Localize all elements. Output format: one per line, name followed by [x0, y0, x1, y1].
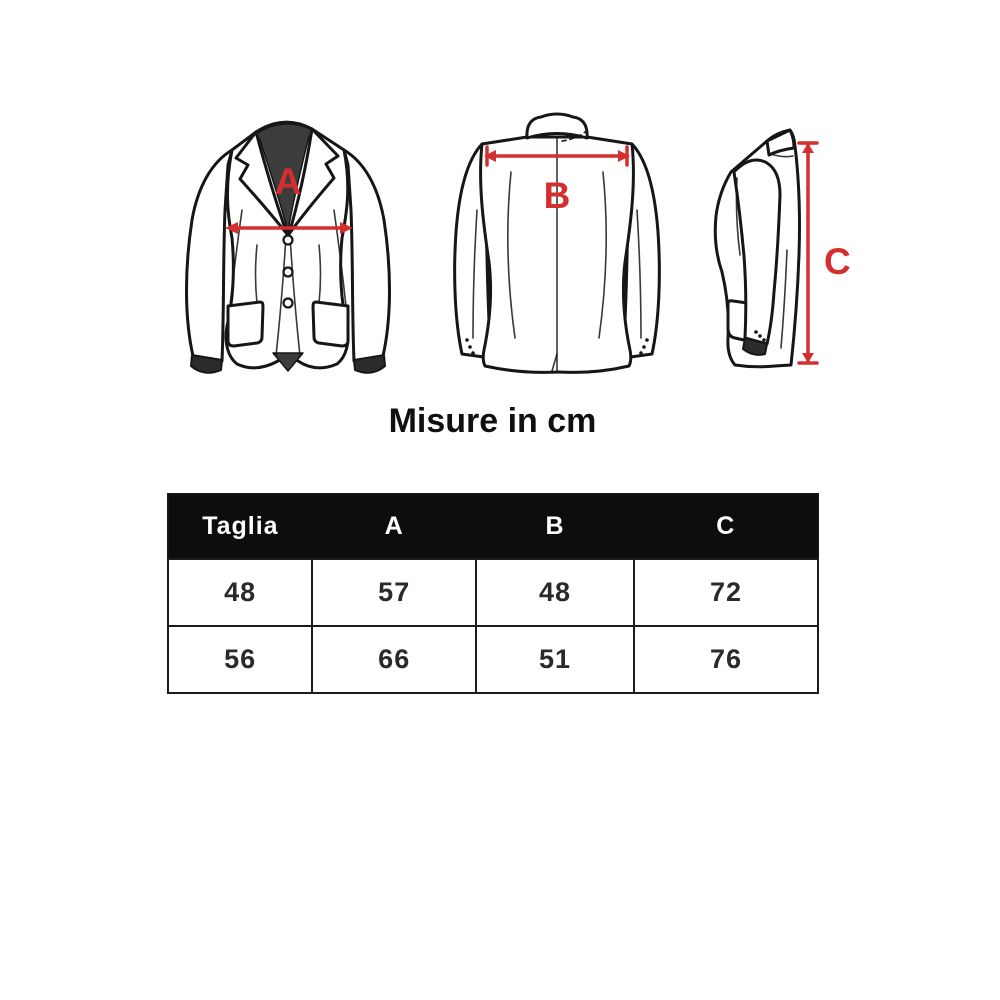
cell-size-2-c: 76 [634, 626, 818, 693]
table-row [168, 559, 818, 626]
side-cuff-button-2 [758, 334, 762, 338]
measure-c-label: C [824, 241, 851, 282]
table-row [168, 626, 818, 693]
cell-size-1-a: 57 [312, 559, 476, 626]
back-left-cuff-button-2 [468, 345, 472, 349]
cell-size-2-taglia: 56 [168, 626, 312, 693]
header-cell-a: A [312, 494, 476, 559]
cell-size-1-taglia: 48 [168, 559, 312, 626]
measure-a-label: A [274, 161, 302, 202]
jacket-side-view-diagram [695, 100, 880, 380]
front-right-sleeve [344, 150, 390, 361]
front-button-1 [284, 236, 293, 245]
back-collar [527, 114, 587, 138]
front-left-pocket [228, 302, 263, 346]
back-right-cuff-button-2 [642, 345, 646, 349]
measure-b-label: B [543, 175, 571, 216]
header-cell-c: C [634, 494, 818, 559]
back-right-cuff-button-3 [639, 351, 643, 355]
front-button-2 [284, 268, 293, 277]
back-left-cuff-button-3 [471, 351, 475, 355]
jacket-back-view-diagram [435, 110, 685, 405]
side-cuff-button-3 [762, 338, 766, 342]
jacket-front-view-diagram [170, 110, 400, 400]
cell-size-2-b: 51 [476, 626, 634, 693]
header-cell-taglia: Taglia [168, 494, 312, 559]
cell-size-1-b: 48 [476, 559, 634, 626]
front-right-pocket [313, 302, 348, 346]
cell-size-1-c: 72 [634, 559, 818, 626]
front-button-3 [284, 299, 293, 308]
back-left-cuff-button-1 [465, 338, 469, 342]
table-header-row [168, 494, 818, 559]
size-table [167, 493, 819, 694]
cell-size-2-a: 66 [312, 626, 476, 693]
header-cell-b: B [476, 494, 634, 559]
back-right-cuff-button-1 [645, 338, 649, 342]
page-title: Misure in cm [388, 402, 597, 440]
side-cuff-button-1 [754, 330, 758, 334]
